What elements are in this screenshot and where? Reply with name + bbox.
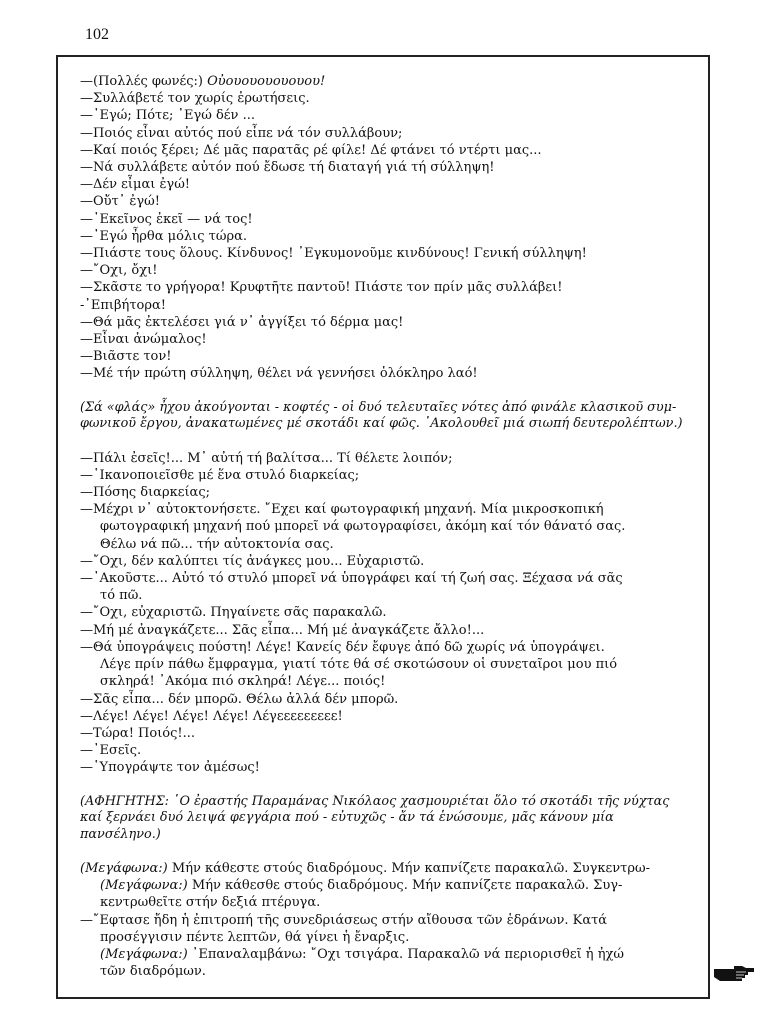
megaphone-line: (Μεγάφωνα:) Μήν κάθεσθε στούς διαδρόμους. Μήν καπνίζετε παρακαλῶ. Συγ- (100, 878, 623, 894)
text-line: προσέγγισιν πέντε λεπτῶν, θά γίνει ἡ ἔναρξις. (100, 929, 410, 945)
dialogue-line: —Οὔτ᾿ ἐγώ! (80, 194, 160, 210)
dialogue-line: —Μέ τήν πρώτη σύλληψη, θέλει νά γεννήσει ὁλόκληρο λαό! (80, 366, 478, 382)
dialogue-line: —Ποιός εἶναι αὐτός πού εἶπε νά τόν συλλάβουν; (80, 125, 403, 141)
dialogue-line (80, 604, 686, 621)
text-line: κεντρωθεῖτε στήν δεξιά πτέρυγα. (100, 895, 321, 911)
dialogue-line: —῎Οχι, ὄχι! (80, 263, 158, 279)
text-line: Θέλω νά πῶ... τήν αὐτοκτονία σας. (100, 536, 334, 552)
stage-direction-line: (ΑΦΗΓΗΤΗΣ: ῾Ο ἐραστής Παραμάνας Νικόλαος χασμουριέται ὅλο τό σκοτάδι τῆς νύχτας (80, 793, 670, 809)
text-line: —῎Οχι, εὐχαριστῶ. Πηγαίνετε σᾶς παρακαλῶ. (80, 605, 387, 621)
dialogue-line: —Πιάστε τους ὅλους. Κίνδυνος! ᾿Εγκυμονοῦμε κινδύνους! Γενική σύλληψη! (80, 246, 587, 262)
stage-direction-line: φωνικοῦ ἔργου, ἀνακατωμένες μέ σκοτάδι καί φῶς. ᾿Ακολουθεῖ μιά σιωπή δευτερολέπτων.) (80, 416, 683, 432)
dialogue-line (80, 467, 686, 484)
dialogue-line: —Καί ποιός ξέρει; Δέ μᾶς παρατᾶς ρέ φίλε! Δέ φτάνει τό ντέρτι μας... (80, 142, 542, 158)
dialogue-line (80, 622, 686, 639)
dialogue-section-1 (80, 73, 686, 383)
dialogue-line: —᾿Εγώ ἦρθα μόλις τώρα. (80, 228, 248, 244)
text-line: —῾Υπογράψτε τον ἀμέσως! (80, 760, 260, 776)
text-line: —῾Ικανοποιεῖσθε μέ ἕνα στυλό διαρκείας; (80, 467, 360, 483)
dialogue-line: —Θά μᾶς ἐκτελέσει γιά ν᾿ ἀγγίξει τό δέρμα μας! (80, 314, 404, 330)
dialogue-line: —(Πολλές φωνές:) Οὐουουουουουου! (80, 74, 326, 89)
text-line: —Σᾶς εἶπα... δέν μπορῶ. Θέλω ἀλλά δέν μπορῶ. (80, 691, 399, 707)
text-line: τό πῶ. (100, 588, 143, 604)
text-line: —Πόσης διαρκείας; (80, 485, 210, 501)
text-line: —῎Οχι, δέν καλύπτει τίς ἀνάγκες μου... Εὐχαριστῶ. (80, 553, 425, 569)
dialogue-line: -᾿Επιβήτορα! (80, 297, 166, 313)
text-line: —῎Εφτασε ἤδη ἡ ἐπιτροπή τῆς συνεδριάσεως στήν αἴθουσα τῶν ἑδράνων. Κατά (80, 912, 608, 928)
text-line: —Πάλι ἐσεῖς!... Μ᾿ αὐτή τή βαλίτσα... Τί θέλετε λοιπόν; (80, 450, 453, 466)
dialogue-line (80, 742, 686, 759)
dialogue-line (80, 708, 686, 725)
dialogue-line (80, 484, 686, 501)
pointing-hand-icon (712, 963, 756, 983)
text-line: —Μή μέ ἀναγκάζετε... Σᾶς εἶπα... Μή μέ ἀναγκάζετε ἄλλο!... (80, 622, 485, 638)
page-number: 102 (85, 26, 109, 43)
dialogue-line (80, 501, 686, 553)
dialogue-line: —Νά συλλάβετε αὐτόν πού ἔδωσε τή διαταγή γιά τή σύλληψη! (80, 160, 495, 176)
stage-direction-line: καί ξερνάει δυό λειψά φεγγάρια πού - εὐτυχῶς - ἄν τά ἑνώσουμε, μᾶς κάνουν μία πανσέληνο.) (80, 810, 614, 842)
dialogue-line (80, 725, 686, 742)
page-content (80, 73, 686, 980)
dialogue-line (80, 691, 686, 708)
dialogue-section-2 (80, 450, 686, 777)
megaphone-line: (Μεγάφωνα:) ᾿Επαναλαμβάνω: ῎Οχι τσιγάρα. Παρακαλῶ νά περιορισθεῖ ἡ ἠχώ (100, 947, 624, 963)
text-line: σκληρά! ᾿Ακόμα πιό σκληρά! Λέγε... ποιός! (100, 674, 386, 690)
dialogue-line: —Δέν εἶμαι ἐγώ! (80, 177, 191, 193)
stage-direction-line: (Σά «φλάς» ἦχου ἀκούγονται - κοφτές - οἱ δυό τελευταῖες νότες ἀπό φινάλε κλασικοῦ συμ- (80, 399, 677, 415)
text-line: Λέγε πρίν πάθω ἔμφραγμα, γιατί τότε θά σέ σκοτώσουν οἱ συνεταῖροι μου πιό (100, 657, 618, 673)
dialogue-line (80, 450, 686, 467)
dialogue-line: —Βιᾶστε τον! (80, 349, 172, 365)
dialogue-line (80, 570, 686, 604)
text-line: φωτογραφική μηχανή πού μπορεῖ νά φωτογραφίσει, ἀκόμη καί τόν θάνατό σας. (100, 519, 626, 535)
text-line: —Μέχρι ν᾿ αὐτοκτονήσετε. ῎Εχει καί φωτογραφική μηχανή. Μία μικροσκοπική (80, 502, 604, 518)
text-line: —Θά ὑπογράψεις πούστη! Λέγε! Κανείς δέν ἔφυγε ἀπό δῶ χωρίς νά ὑπογράψει. (80, 639, 605, 655)
text-line: —᾿Ακοῦστε... Αὐτό τό στυλό μπορεῖ νά ὑπογράφει καί τή ζωή σας. Ξέχασα νά σᾶς (80, 571, 623, 587)
text-line: —Τώρα! Ποιός!... (80, 725, 196, 741)
dialogue-line: —᾿Εκεῖνος ἐκεῖ — νά τος! (80, 211, 253, 227)
dialogue-line: —Σκᾶστε το γρήγορα! Κρυφτῆτε παντοῦ! Πιάστε τον πρίν μᾶς συλλάβει! (80, 280, 563, 296)
dialogue-line (80, 553, 686, 570)
dialogue-line (80, 759, 686, 776)
stage-direction-1 (80, 400, 686, 433)
dialogue-line (80, 639, 686, 691)
dialogue-line: —᾿Εγώ; Πότε; ᾿Εγώ δέν ... (80, 108, 255, 124)
text-line: —᾿Εσεῖς. (80, 743, 142, 759)
stage-direction-2 (80, 794, 686, 844)
dialogue-line: —Εἶναι ἀνώμαλος! (80, 332, 207, 348)
text-line: —Λέγε! Λέγε! Λέγε! Λέγε! Λέγεεεεεεεεε! (80, 708, 343, 724)
dialogue-section-3 (80, 860, 686, 980)
text-line: τῶν διαδρόμων. (100, 964, 206, 980)
megaphone-line: (Μεγάφωνα:) Μήν κάθεστε στούς διαδρόμους. Μήν καπνίζετε παρακαλῶ. Συγκεντρω- (80, 861, 650, 877)
dialogue-line: —Συλλάβετέ τον χωρίς ἐρωτήσεις. (80, 91, 310, 107)
